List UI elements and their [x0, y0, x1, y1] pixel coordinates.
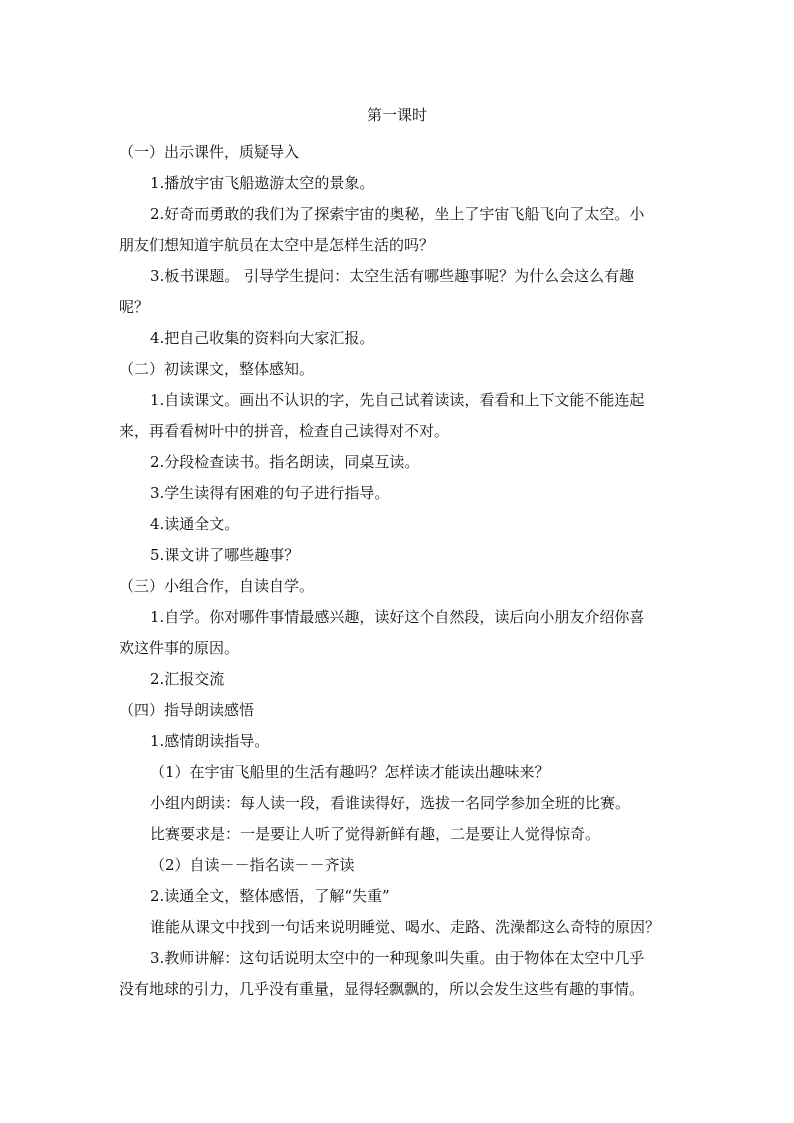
paragraph-line: 比赛要求是：一是要让人听了觉得新鲜有趣，二是要让人觉得惊奇。	[150, 825, 601, 843]
paragraph-line: 4.读通全文。	[150, 515, 240, 533]
paragraph-line: 2.好奇而勇敢的我们为了探索宇宙的奥秘，坐上了宇宙飞船飞向了太空。小	[150, 205, 645, 223]
paragraph-line: 4.把自己收集的资料向大家汇报。	[150, 329, 375, 347]
paragraph-line: 3.板书课题。 引导学生提问：太空生活有哪些趣事呢？为什么会这么有趣	[150, 267, 635, 285]
page-title: 第一课时	[366, 106, 427, 124]
paragraph-line: 欢这件事的原因。	[119, 639, 240, 657]
paragraph-line: 小组内朗读：每人读一段，看谁读得好，选拔一名同学参加全班的比赛。	[150, 794, 631, 812]
paragraph-line: 1.自学。你对哪件事情最感兴趣，读好这个自然段，读后向小朋友介绍你喜	[150, 608, 645, 626]
paragraph-line: 5.课文讲了哪些趣事？	[150, 546, 300, 564]
paragraph-line: 2.汇报交流	[150, 670, 225, 688]
paragraph-line: 没有地球的引力，几乎没有重量，显得轻飘飘的，所以会发生这些有趣的事情。	[119, 980, 645, 998]
section-heading-3: （三）小组合作，自读自学。	[119, 577, 315, 595]
paragraph-line: 1.感情朗读指导。	[150, 732, 270, 750]
paragraph-line: 1.播放宇宙飞船遨游太空的景象。	[150, 174, 375, 192]
paragraph-line: 3.学生读得有困难的句子进行指导。	[150, 484, 390, 502]
paragraph-line: 2.分段检查读书。指名朗读，同桌互读。	[150, 453, 420, 471]
paragraph-line: 来，再看看树叶中的拼音，检查自己读得对不对。	[119, 422, 450, 440]
paragraph-line: 2.读通全文，整体感悟，了解“失重”	[150, 887, 390, 905]
paragraph-line: 朋友们想知道宇航员在太空中是怎样生活的吗？	[119, 236, 435, 254]
paragraph-line: 呢？	[119, 298, 150, 316]
paragraph-line: （2）自读－－指名读－－齐读	[150, 856, 355, 874]
paragraph-line: （1）在宇宙飞船里的生活有趣吗？怎样读才能读出趣味来？	[150, 763, 550, 781]
section-heading-4: （四）指导朗读感悟	[119, 701, 255, 719]
paragraph-line: 3.教师讲解：这句话说明太空中的一种现象叫失重。由于物体在太空中几乎	[150, 949, 645, 967]
paragraph-line: 谁能从课文中找到一句话来说明睡觉、喝水、走路、洗澡都这么奇特的原因？	[150, 918, 661, 936]
section-heading-2: （二）初读课文，整体感知。	[119, 360, 315, 378]
paragraph-line: 1.自读课文。画出不认识的字，先自己试着读读，看看和上下文能不能连起	[150, 391, 645, 409]
section-heading-1: （一）出示课件，质疑导入	[119, 143, 300, 161]
